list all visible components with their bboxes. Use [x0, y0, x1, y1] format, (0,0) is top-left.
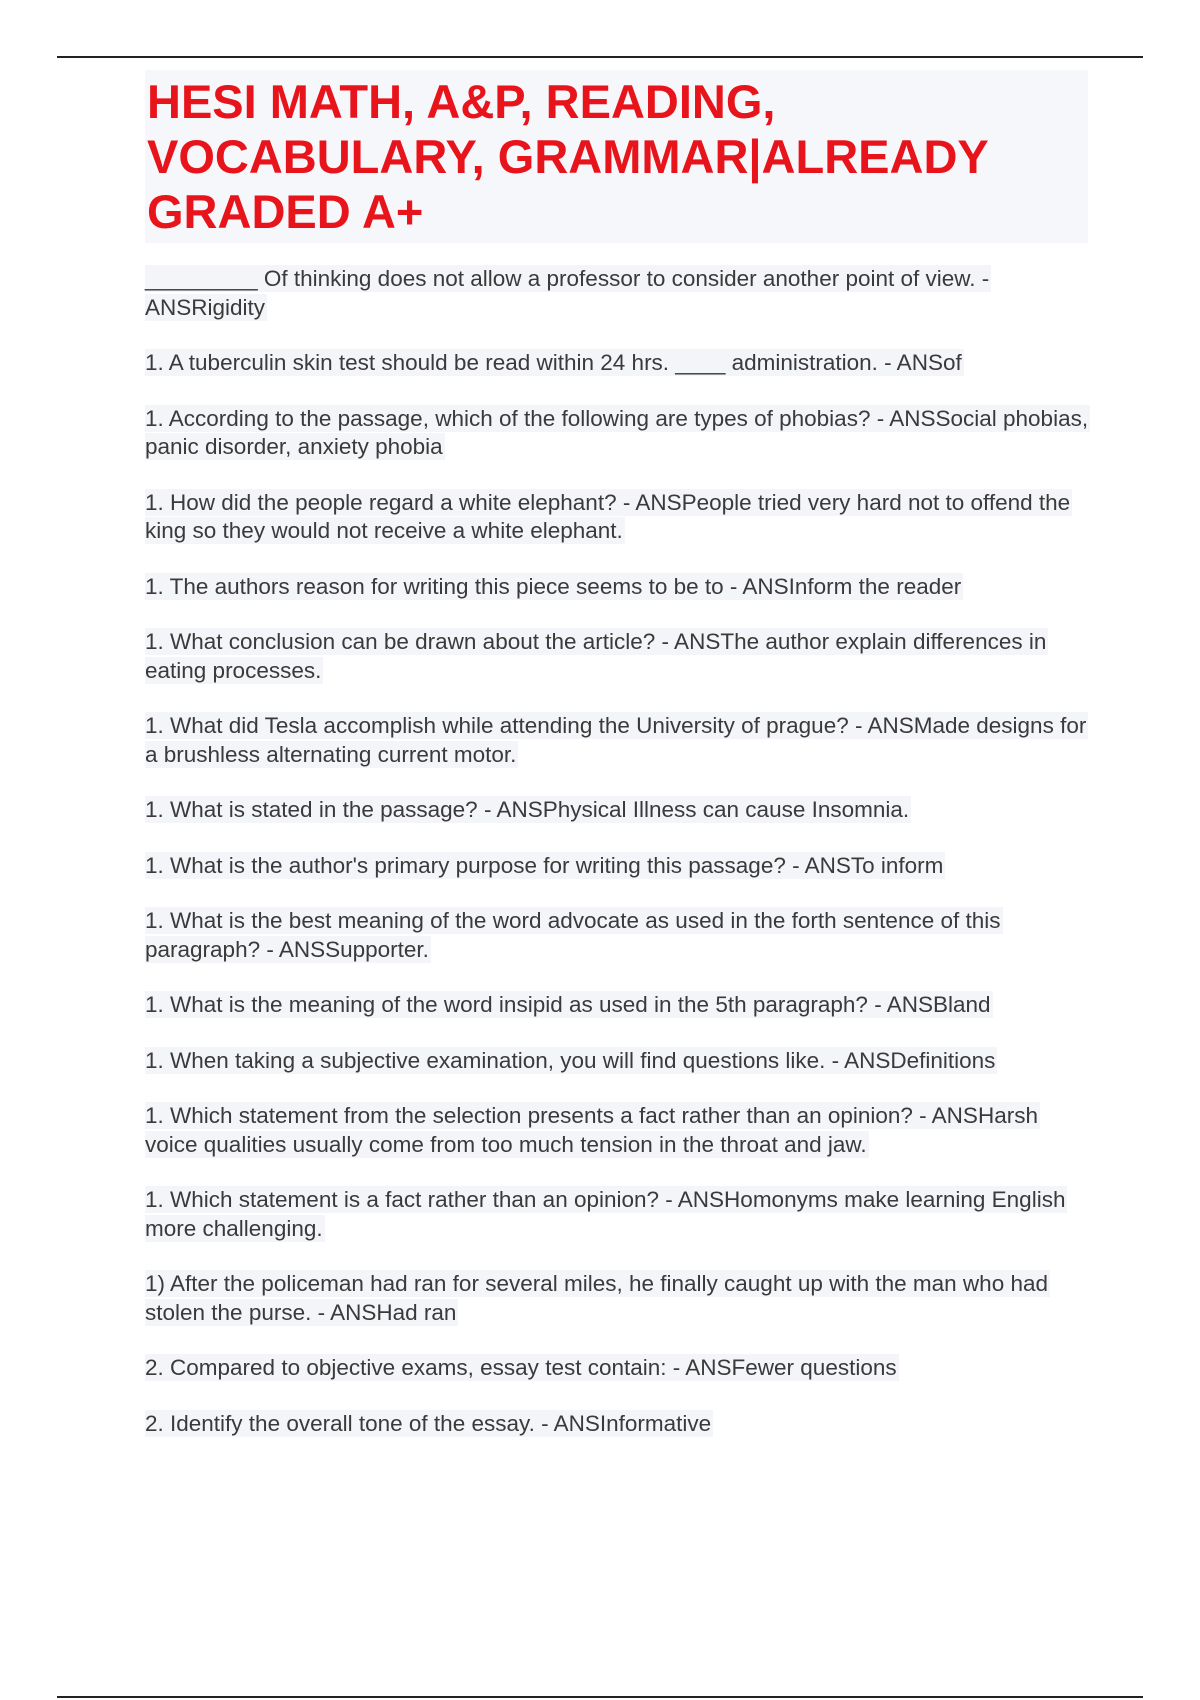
qa-item — [145, 489, 1090, 546]
qa-text: _________ Of thinking does not allow a professor to consider another point of view. - ANSRigidity — [145, 266, 990, 320]
top-rule — [57, 56, 1143, 58]
qa-text: 2. Identify the overall tone of the essay. - ANSInformative — [145, 1410, 712, 1436]
qa-item — [145, 1186, 1090, 1243]
qa-item — [145, 1354, 1090, 1383]
qa-text: 2. Compared to objective exams, essay test contain: - ANSFewer questions — [145, 1355, 897, 1380]
qa-text: 1. What is stated in the passage? - ANSPhysical Illness can cause Insomnia. — [145, 797, 910, 822]
qa-text: 1. A tuberculin skin test should be read within 24 hrs. ____ administration. - ANSof — [145, 350, 962, 375]
qa-text: 1. What is the meaning of the word insipid as used in the 5th paragraph? - ANSBland — [145, 992, 991, 1017]
document-title: HESI MATH, A&P, READING, VOCABULARY, GRAMMAR|ALREADY GRADED A+ — [147, 75, 988, 238]
qa-text: 1. The authors reason for writing this piece seems to be to - ANSInform the reader — [145, 573, 962, 599]
qa-item — [145, 405, 1090, 462]
qa-item — [145, 796, 1090, 825]
title-box — [145, 70, 1088, 243]
qa-text: 1. How did the people regard a white elephant? - ANSPeople tried very hard not to offend the king so they would not receive a white elephant. — [145, 489, 1071, 543]
qa-item — [145, 907, 1090, 964]
qa-text: 1. According to the passage, which of the following are types of phobias? - ANSSocial phobias, panic disorder, anxiety phobia — [145, 405, 1089, 459]
qa-list — [145, 265, 1090, 1438]
qa-item — [145, 349, 1090, 378]
qa-item — [145, 852, 1090, 881]
qa-item — [145, 712, 1090, 769]
qa-item — [145, 1270, 1090, 1327]
qa-item — [145, 1410, 1090, 1439]
bottom-rule — [57, 1696, 1143, 1698]
qa-text: 1. What did Tesla accomplish while attending the University of prague? - ANSMade designs for a brushless alternating current motor. — [145, 713, 1087, 767]
qa-item — [145, 1047, 1090, 1076]
qa-item — [145, 573, 1090, 602]
qa-item — [145, 628, 1090, 685]
qa-text: 1. What is the best meaning of the word advocate as used in the forth sentence of this paragraph? - ANSSupporter. — [145, 908, 1001, 962]
qa-text: 1. Which statement is a fact rather than an opinion? - ANSHomonyms make learning English more challenging. — [145, 1187, 1066, 1241]
qa-text: 1. What is the author's primary purpose for writing this passage? - ANSTo inform — [145, 852, 944, 878]
qa-item — [145, 991, 1090, 1020]
qa-text: 1. Which statement from the selection presents a fact rather than an opinion? - ANSHarsh voice qualities usually come from too much tension in the throat and jaw. — [145, 1103, 1038, 1157]
document-content — [145, 70, 1090, 1465]
qa-item — [145, 265, 1090, 322]
qa-text: 1. When taking a subjective examination, you will find questions like. - ANSDefinitions — [145, 1047, 996, 1073]
qa-text: 1) After the policeman had ran for several miles, he finally caught up with the man who had stolen the purse. - ANSHad ran — [145, 1271, 1048, 1325]
qa-text: 1. What conclusion can be drawn about the article? - ANSThe author explain differences in eating processes. — [145, 629, 1047, 683]
qa-item — [145, 1102, 1090, 1159]
